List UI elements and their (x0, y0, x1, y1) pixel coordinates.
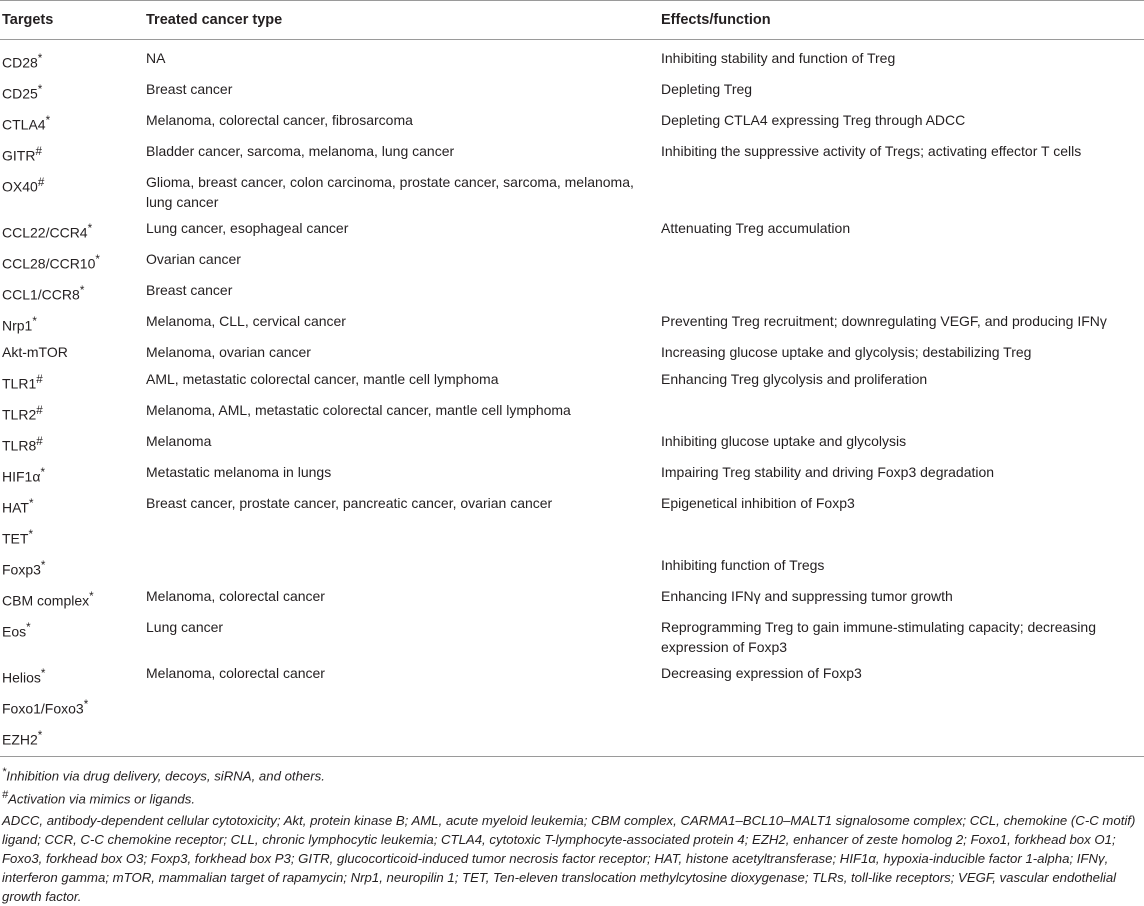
footnote-mark: # (36, 403, 43, 417)
cell-effect: Decreasing expression of Foxp3 (661, 665, 862, 682)
table-row (0, 76, 1144, 107)
cell-target (0, 722, 146, 756)
table-row (0, 459, 1144, 490)
cell-cancer-type: Melanoma, colorectal cancer (146, 588, 325, 605)
footnote-mark: * (2, 766, 7, 779)
table-row (0, 691, 1144, 722)
cell-target (0, 583, 146, 614)
cell-cancer-type: AML, metastatic colorectal cancer, mantle cell lymphoma (146, 370, 499, 387)
target-name: Foxp3 (2, 561, 41, 578)
target-name: TLR1 (2, 375, 37, 392)
table-row (0, 40, 1144, 77)
target-name: CTLA4 (2, 116, 46, 133)
footnote-mark: * (89, 590, 94, 604)
cell-cancer-type: Lung cancer, esophageal cancer (146, 220, 349, 237)
cell-cancer-type: Melanoma (146, 432, 212, 449)
cell-target (0, 169, 146, 215)
cell-effect (661, 169, 1144, 215)
cell-cancer-type: Melanoma, colorectal cancer (146, 665, 325, 682)
footnote-mark: * (26, 621, 31, 635)
cell-effect: Reprogramming Treg to gain immune-stimulating capacity; decreasing expression of Foxp3 (661, 619, 1096, 655)
cell-effect (661, 397, 1144, 428)
table-row (0, 246, 1144, 277)
footnote-abbreviations: ADCC, antibody-dependent cellular cytotoxicity; Akt, protein kinase B; AML, acute myeloid leukemia; CBM complex, CARMA1–BCL10–MALT1 signalosome complex; CCL, chemokine (C-C motif) ligand; CCR, C-C chemokine receptor; CLL, chronic lymphocytic leukemia; CTLA4, cytotoxic T-lymphocyte-associated protein 4; EZH2, enhancer of zeste homolog 2; Foxo1, forkhead box O1; Foxo3, forkhead box O3; Foxp3, forkhead box P3; GITR, glucocorticoid-induced tumor necrosis factor receptor; HAT, histone acetyltransferase; HIF1α, hypoxia-inducible factor 1-alpha; IFNγ, interferon gamma; mTOR, mammalian target of rapamycin; Nrp1, neuropilin 1; TET, Ten-eleven translocation methylcytosine dioxygenase; TLRs, toll-like receptors; VEGF, vascular endothelial growth factor. (2, 813, 1136, 904)
footnote-mark: * (95, 253, 100, 267)
footnote-mark: * (37, 52, 43, 65)
table-footnotes (0, 756, 1144, 906)
footnote-mark: * (87, 222, 93, 236)
target-name: TLR2 (2, 406, 37, 423)
table-row (0, 397, 1144, 428)
cell-cancer-type: Melanoma, ovarian cancer (146, 344, 311, 361)
cell-target (0, 138, 146, 169)
table-row (0, 138, 1144, 169)
cell-target (0, 366, 146, 397)
table-row (0, 428, 1144, 459)
table-row (0, 339, 1144, 365)
footnote-text: Inhibition via drug delivery, decoys, siRNA, and others. (6, 768, 325, 784)
table-row (0, 308, 1144, 339)
target-name: Nrp1 (2, 317, 33, 334)
cell-target (0, 397, 146, 428)
footnote-inhibition (2, 763, 1144, 785)
cell-target (0, 277, 146, 308)
cell-effect: Inhibiting the suppressive activity of Tregs; activating effector T cells (661, 143, 1082, 160)
header-effects: Effects/function (661, 1, 1144, 40)
cell-cancer-type: Melanoma, CLL, cervical cancer (146, 313, 346, 330)
cell-cancer-type: Breast cancer (146, 282, 233, 299)
cell-cancer-type (146, 521, 661, 552)
table-row (0, 169, 1144, 215)
target-name: Foxo1/Foxo3 (2, 700, 84, 717)
cell-effect (661, 521, 1144, 552)
cell-cancer-type (146, 722, 661, 756)
cell-effect: Inhibiting function of Tregs (661, 557, 825, 574)
cell-effect (661, 246, 1144, 277)
cell-effect (661, 277, 1144, 308)
cell-cancer-type (146, 691, 661, 722)
target-name: CCL1/CCR8 (2, 286, 80, 303)
target-name: CD25 (2, 85, 38, 102)
target-name: Akt-mTOR (2, 344, 68, 361)
cell-cancer-type: Melanoma, AML, metastatic colorectal cancer, mantle cell lymphoma (146, 401, 571, 418)
header-row (0, 1, 1144, 40)
cell-cancer-type: Bladder cancer, sarcoma, melanoma, lung cancer (146, 143, 455, 160)
cell-effect: Preventing Treg recruitment; downregulating VEGF, and producing IFNγ (661, 313, 1107, 330)
cell-effect: Epigenetical inhibition of Foxp3 (661, 494, 855, 511)
footnote-mark: # (36, 434, 43, 448)
cell-target (0, 490, 146, 521)
footnote-mark: # (35, 145, 42, 159)
target-name: EZH2 (2, 731, 38, 748)
cell-effect: Impairing Treg stability and driving Foxp3 degradation (661, 463, 995, 480)
cell-effect (661, 722, 1144, 756)
footnote-mark: * (45, 114, 51, 128)
cell-target (0, 246, 146, 277)
cell-target (0, 459, 146, 490)
cell-target (0, 428, 146, 459)
cell-cancer-type: Breast cancer, prostate cancer, pancreatic cancer, ovarian cancer (146, 494, 553, 511)
footnote-mark: * (32, 315, 37, 329)
target-name: CCL28/CCR10 (2, 255, 96, 272)
footnote-mark: * (40, 465, 45, 479)
cell-cancer-type: Melanoma, colorectal cancer, fibrosarcoma (146, 112, 413, 129)
footnote-mark: * (83, 698, 89, 712)
cell-target (0, 614, 146, 660)
table-row (0, 107, 1144, 138)
footnote-activation (2, 786, 1144, 808)
target-name: OX40 (2, 178, 38, 195)
cell-effect: Enhancing Treg glycolysis and proliferation (661, 370, 928, 387)
table-row (0, 490, 1144, 521)
cell-target (0, 660, 146, 691)
target-name: CCL22/CCR4 (2, 224, 88, 241)
target-name: TET (2, 530, 29, 547)
cell-target (0, 552, 146, 583)
footnote-mark: * (40, 559, 46, 573)
footnote-text: Activation via mimics or ligands. (8, 791, 196, 806)
target-name: Helios (2, 669, 41, 686)
table-row (0, 277, 1144, 308)
footnote-mark: * (40, 667, 46, 681)
header-cancer-type: Treated cancer type (146, 1, 661, 40)
cell-effect: Depleting CTLA4 expressing Treg through ADCC (661, 112, 966, 129)
footnote-mark: * (37, 83, 43, 97)
target-name: CBM complex (2, 592, 90, 609)
target-name: GITR (2, 147, 36, 164)
cell-target (0, 107, 146, 138)
cell-effect: Inhibiting glucose uptake and glycolysis (661, 432, 907, 449)
cell-target (0, 521, 146, 552)
target-name: CD28 (2, 54, 38, 71)
cell-target (0, 339, 146, 365)
cell-cancer-type: Breast cancer (146, 81, 233, 98)
cell-cancer-type: NA (146, 50, 166, 66)
table-row (0, 552, 1144, 583)
cell-cancer-type (146, 552, 661, 583)
target-name: Eos (2, 623, 27, 640)
target-name: TLR8 (2, 437, 37, 454)
footnote-mark: * (28, 528, 33, 542)
footnote-mark: * (37, 729, 43, 743)
cell-cancer-type: Ovarian cancer (146, 251, 241, 268)
table-row (0, 583, 1144, 614)
cell-cancer-type: Glioma, breast cancer, colon carcinoma, prostate cancer, sarcoma, melanoma, lung cancer (146, 174, 634, 210)
cell-effect (661, 691, 1144, 722)
cell-effect: Attenuating Treg accumulation (661, 220, 851, 237)
footnote-mark: # (2, 788, 9, 801)
cell-cancer-type: Metastatic melanoma in lungs (146, 463, 332, 480)
target-name: HAT (2, 499, 29, 516)
cell-target (0, 76, 146, 107)
footnote-mark: * (79, 284, 85, 298)
footnote-mark: * (28, 496, 34, 510)
cell-target (0, 215, 146, 246)
table-row (0, 521, 1144, 552)
footnote-mark: # (37, 176, 45, 190)
cell-target (0, 308, 146, 339)
header-targets: Targets (0, 1, 146, 40)
table-row (0, 722, 1144, 756)
table-row (0, 366, 1144, 397)
cell-target (0, 40, 146, 77)
cell-cancer-type: Lung cancer (146, 619, 224, 636)
cell-effect: Depleting Treg (661, 81, 753, 98)
cell-effect: Increasing glucose uptake and glycolysis; destabilizing Treg (661, 344, 1032, 361)
cell-target (0, 691, 146, 722)
table-row (0, 660, 1144, 691)
footnote-mark: # (36, 372, 43, 386)
cell-effect: Inhibiting stability and function of Treg (661, 50, 896, 66)
table-row (0, 614, 1144, 660)
target-name: HIF1α (2, 468, 41, 485)
table-row (0, 215, 1144, 246)
cell-effect: Enhancing IFNγ and suppressing tumor growth (661, 588, 953, 605)
